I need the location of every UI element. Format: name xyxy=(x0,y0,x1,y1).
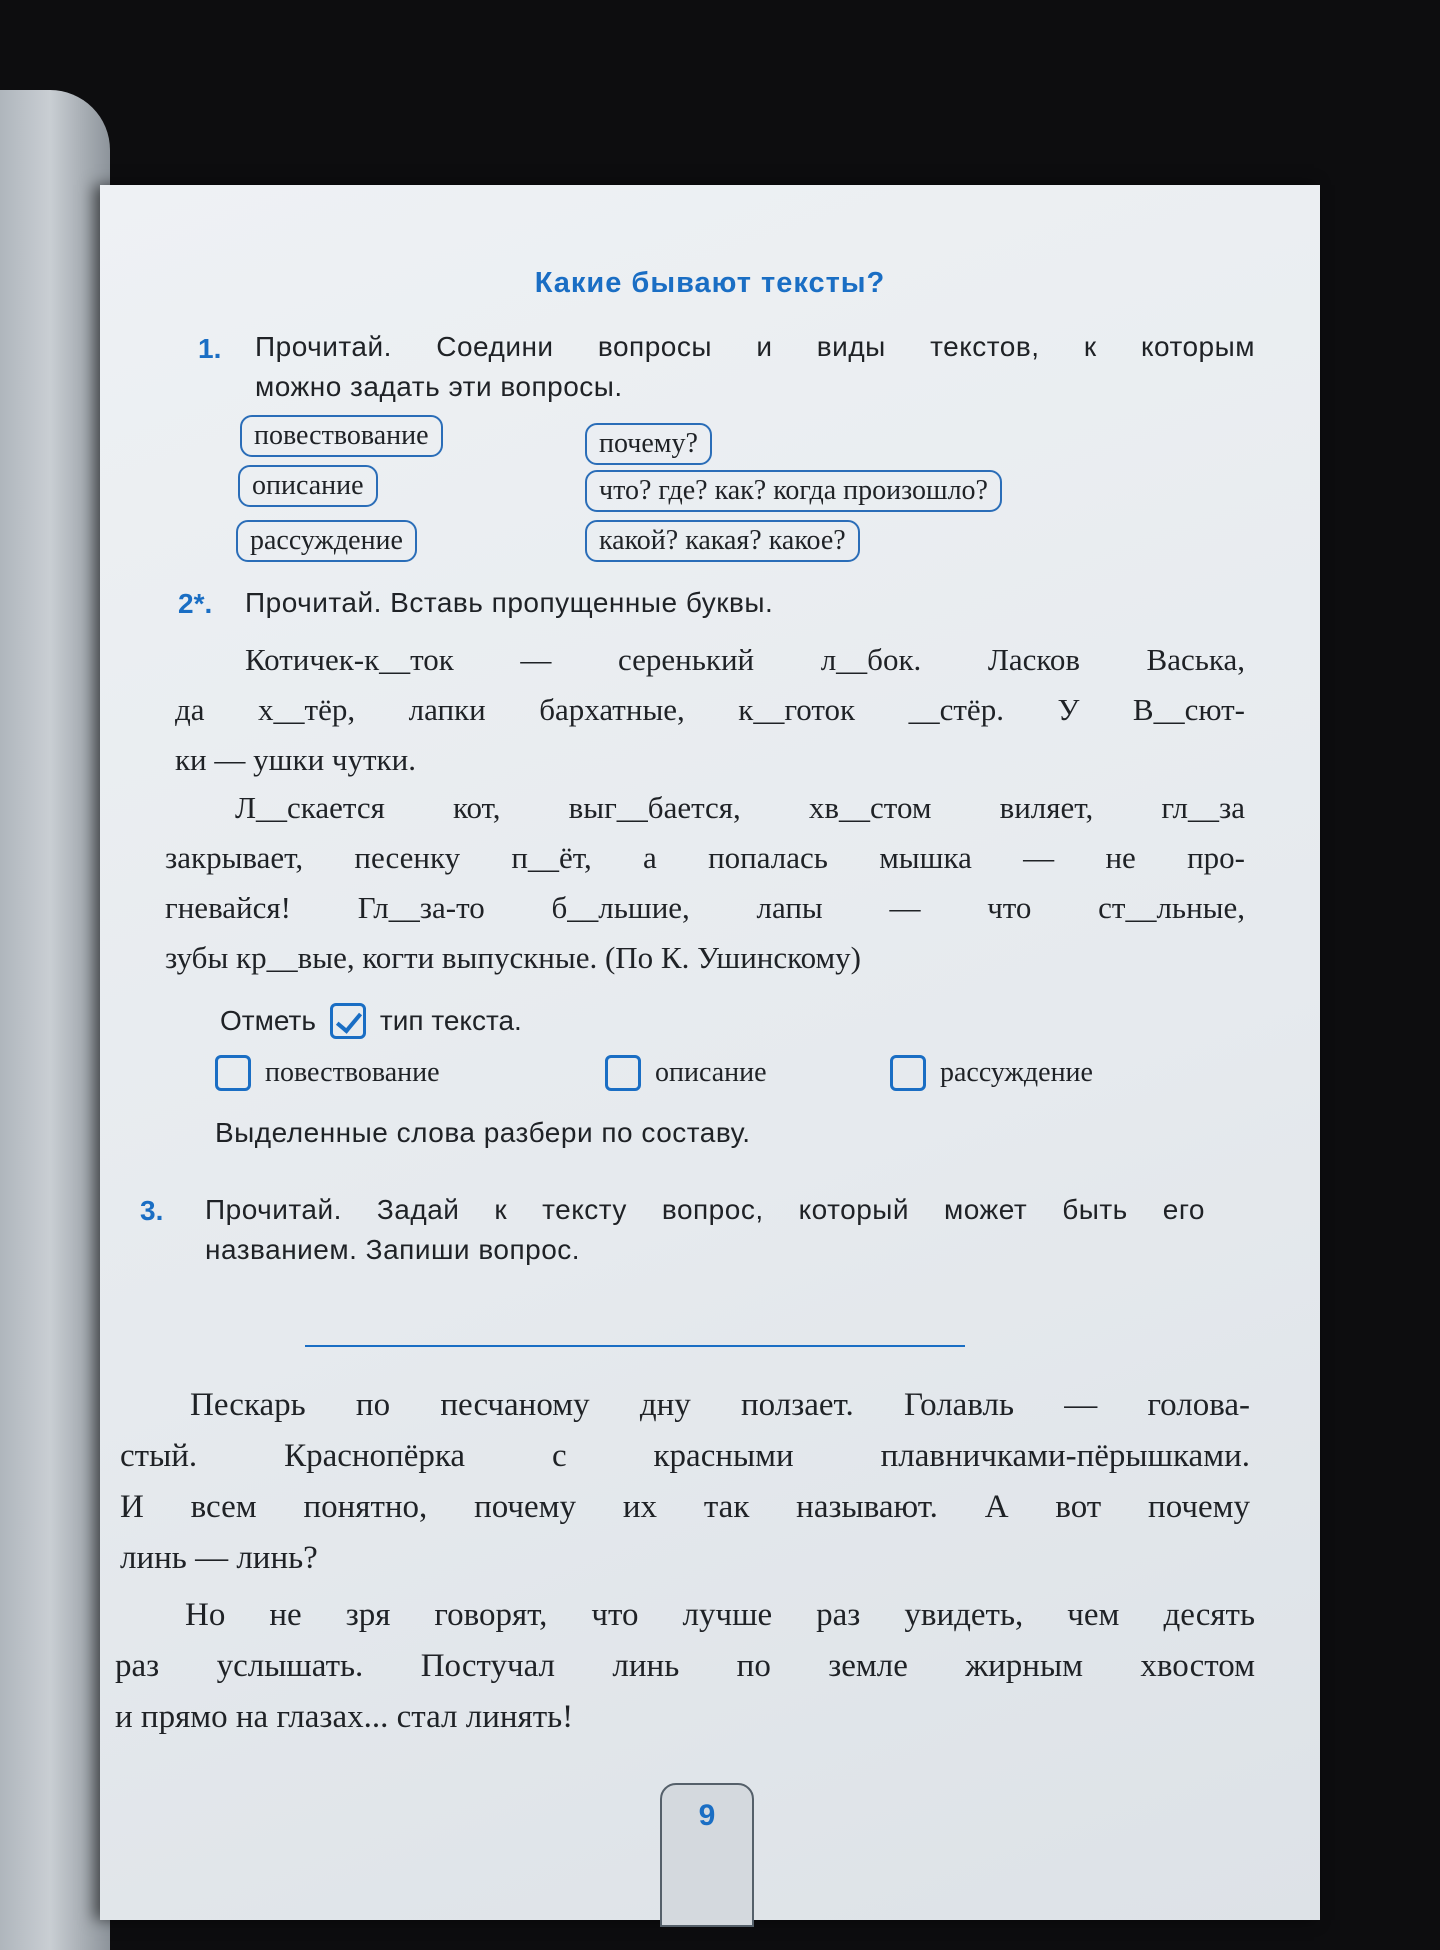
task3-paragraph2 xyxy=(115,1590,1255,1743)
checkbox-reasoning[interactable] xyxy=(890,1055,926,1091)
parse-instruction: Выделенные слова разбери по составу. xyxy=(215,1117,751,1148)
left-page-edge xyxy=(0,90,110,1950)
task3-instruction xyxy=(205,1190,1205,1270)
task1-instruction xyxy=(255,327,1255,407)
task1-line2: можно задать эти вопросы. xyxy=(255,371,623,402)
task3-number: 3. xyxy=(140,1195,164,1226)
task2-p1-line3: ки — ушки чутки. xyxy=(175,742,416,777)
task2-paragraph1 xyxy=(175,635,1245,785)
question-chip-what-where[interactable]: что? где? как? когда произошло? xyxy=(585,470,1002,512)
task3-p2-line1: Но не зря говорят, что лучше раз увидеть, чем десять xyxy=(185,1597,1255,1633)
task3-p1-line3: И всем понятно, почему их так называют. А вот почему xyxy=(120,1489,1250,1525)
task3-p1-line4: линь — линь? xyxy=(120,1540,318,1576)
option-description[interactable] xyxy=(605,1055,767,1091)
workbook-page xyxy=(100,185,1320,1920)
task2-p2-line1: Л__скается кот, выг__бается, хв__стом виляет, гл__за xyxy=(235,790,1245,825)
answer-line[interactable] xyxy=(305,1345,965,1347)
task3-paragraph1 xyxy=(120,1380,1250,1584)
task1-line1: Прочитай. Соедини вопросы и виды текстов, к которым xyxy=(255,331,1255,362)
checkbox-description[interactable] xyxy=(605,1055,641,1091)
checkmark-icon xyxy=(330,1003,366,1039)
task2-p2-line2: закрывает, песенку п__ёт, а попалась мышка — не про- xyxy=(165,840,1245,875)
page-number-tab xyxy=(660,1783,754,1927)
task2-p1-line2: да х__тёр, лапки бархатные, к__готок __стёр. У В__сют- xyxy=(175,692,1245,727)
task3-p2-line2: раз услышать. Постучал линь по земле жирным хвостом xyxy=(115,1648,1255,1684)
task2-instruction: Прочитай. Вставь пропущенные буквы. xyxy=(245,587,774,618)
task2-p1-line1: Котичек-к__ток — серенький л__бок. Ласков Васька, xyxy=(245,642,1245,677)
type-chip-reasoning[interactable]: рассуждение xyxy=(236,520,417,562)
option-narration-label: повествование xyxy=(265,1057,440,1088)
task3-line1: Прочитай. Задай к тексту вопрос, который может быть его xyxy=(205,1194,1205,1225)
task3-line2: названием. Запиши вопрос. xyxy=(205,1234,581,1265)
task3-p1-line2: стый. Краснопёрка с красными плавничками-пёрышками. xyxy=(120,1438,1250,1474)
task2-p2-line3: гневайся! Гл__за-то б__льшие, лапы — что ст__льные, xyxy=(165,890,1245,925)
question-chip-why[interactable]: почему? xyxy=(585,423,712,465)
task1-number: 1. xyxy=(198,333,222,364)
option-reasoning[interactable] xyxy=(890,1055,1093,1091)
question-chip-which[interactable]: какой? какая? какое? xyxy=(585,520,860,562)
page-title: Какие бывают тексты? xyxy=(534,267,886,299)
option-description-label: описание xyxy=(655,1057,767,1088)
option-narration[interactable] xyxy=(215,1055,440,1091)
type-chip-narration[interactable]: повествование xyxy=(240,415,443,457)
option-reasoning-label: рассуждение xyxy=(940,1057,1093,1088)
page-number: 9 xyxy=(698,1799,716,1832)
task2-p2-line4: зубы кр__вые, когти выпускные. (По К. Ушинскому) xyxy=(165,940,861,975)
task3-p2-line3: и прямо на глазах... стал линять! xyxy=(115,1699,574,1735)
task2-paragraph2 xyxy=(165,783,1245,983)
mark-suffix: тип текста. xyxy=(379,1005,522,1036)
checkbox-narration[interactable] xyxy=(215,1055,251,1091)
task2-number: 2*. xyxy=(178,588,213,619)
mark-prefix: Отметь xyxy=(220,1005,316,1036)
task3-p1-line1: Пескарь по песчаному дну ползает. Голавль — голова- xyxy=(190,1387,1250,1423)
mark-instruction xyxy=(220,1003,522,1039)
type-chip-description[interactable]: описание xyxy=(238,465,378,507)
